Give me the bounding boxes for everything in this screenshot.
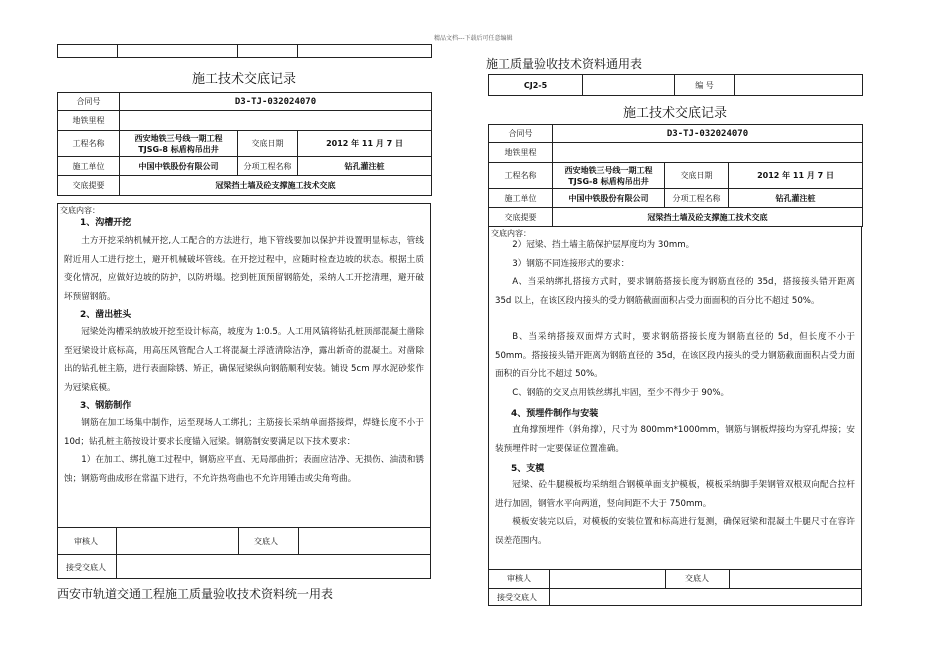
right-form-title: 施工技术交底记录 (622, 106, 727, 121)
r-para-c: C、钢筋的交叉点用铁丝绑扎牢固，至少不得少于 90%。 (512, 388, 730, 398)
r-constructor-label: 施工单位 (489, 189, 553, 208)
signature-col-1 (116, 527, 117, 579)
date-label: 交底日期 (238, 131, 298, 157)
contract-no-value: D3-TJ-032024070 (120, 93, 432, 111)
r-para-cover: 2）冠梁、挡土墙主筋保护层厚度均为 30mm。 (512, 240, 695, 250)
r-content-label: 交底内容： (491, 229, 531, 238)
constructor-label: 施工单位 (58, 157, 120, 176)
signature-col-3 (298, 527, 299, 554)
r-contract-no-value: D3-TJ-032024070 (553, 125, 863, 143)
r-summary-label: 交底提要 (489, 208, 553, 227)
receiver-label: 接受交底人 (66, 563, 106, 572)
left-content-box (57, 203, 431, 579)
r-para-a: A、当采纳绑扎搭接方式时，要求钢筋搭接长度为钢筋直径的 35d，搭接接头错开距离 35d 以上，在该区段内接头的受力钢筋截面面积占受力面面积的百分比不超过 50%。 (495, 277, 855, 306)
r-reviewer-label: 审核人 (507, 574, 531, 583)
content-label: 交底内容： (60, 206, 100, 215)
project-name-label: 工程名称 (58, 131, 120, 157)
r-signature-col-3 (729, 569, 730, 588)
r-section-text-formwork-check: 模板安装完以后，对模板的安装位置和标高进行复测，确保冠梁和混凝土牛腿尺寸在容许误差范围内。 (495, 517, 855, 546)
receiver-divider (58, 554, 430, 555)
r-para-connection: 3）钢筋不同连接形式的要求： (512, 259, 630, 269)
r-section-text-formwork: 冠梁、砼牛腿模板均采纳组合钢模单面支护模板，模板采纳脚手架钢管双根双向配合拉杆进行加固，钢管水平向两道，竖向间距不大于 750mm。 (495, 480, 855, 509)
section-heading-rebar: 3、钢筋制作 (80, 401, 132, 411)
r-sub-project-label: 分项工程名称 (665, 189, 729, 208)
section-heading-pile-head: 2、凿出桩头 (80, 310, 132, 320)
r-date-value: 2012 年 11 月 7 日 (729, 163, 863, 189)
left-form-title: 施工技术交底记录 (191, 72, 296, 87)
left-info-table (57, 92, 432, 196)
section-text-rebar-req-1: 1）在加工、绑扎施工过程中，钢筋应平直、无局部曲折；表面应洁净、无损伤、油渍和锈蚀；钢筋弯曲成形在常温下进行，不允许热弯曲也不允许用锤击或尖角弯曲。 (64, 455, 424, 484)
presenter-label: 交底人 (254, 537, 278, 546)
r-signature-col-2 (665, 569, 666, 588)
r-signature-col-1 (549, 569, 550, 605)
r-project-name-line-2: TJSG-8 标盾构吊出井 (568, 176, 649, 186)
mileage-label: 地铁里程 (58, 111, 120, 131)
section-text-pile-head: 冠梁处沟槽采纳放坡开挖至设计标高，坡度为 1:0.5。人工用风镐将钻孔桩顶部混凝土凿除至冠梁设计底标高，用高压风管配合人工将混凝土浮渣清除洁净，露出新奇的混凝土。对凿除出的钻孔桩主筋，进行表面除锈、矫正，确保冠梁纵向钢筋顺利安装。铺设 5cm 厚水泥砂浆作为冠梁底模。 (64, 327, 424, 393)
r-constructor-value: 中国中铁股份有限公司 (553, 189, 665, 208)
r-para-b: B、当采纳搭接双面焊方式时，要求钢筋搭接长度为钢筋直径的 5d，但长度不小于 50mm。搭接接头错开距离为钢筋直径的 35d，在该区段内接头的受力钢筋截面面积占受力面面积的百分比不超过 50%。 (495, 332, 855, 379)
r-receiver-label: 接受交底人 (497, 593, 537, 602)
number-label: 编 号 (675, 75, 735, 96)
sub-project-value: 钻孔灌注桩 (298, 157, 432, 176)
left-footer-caption: 西安市轨道交通工程施工质量验收技术资料统一用表 (57, 587, 334, 601)
r-contract-no-label: 合同号 (489, 125, 553, 143)
r-section-text-embedded: 直角撑预埋件（斜角撑），尺寸为 800mm*1000mm，钢筋与钢板焊接均为穿孔焊接；安装预埋件时一定要保证位置准确。 (495, 425, 855, 454)
r-project-name-label: 工程名称 (489, 163, 553, 189)
constructor-value: 中国中铁股份有限公司 (120, 157, 238, 176)
section-heading-trench: 1、沟槽开挖 (80, 218, 132, 228)
right-info-table (488, 124, 863, 227)
number-value (735, 75, 863, 96)
r-presenter-label: 交底人 (685, 574, 709, 583)
left-top-fragment-table (57, 44, 432, 58)
r-signature-divider (489, 569, 861, 570)
r-project-name-line-1: 西安地铁三号线一期工程 (564, 165, 653, 175)
form-code-blank (583, 75, 675, 96)
summary-value: 冠梁挡土墙及砼支撑施工技术交底 (120, 176, 432, 196)
signature-divider (58, 527, 430, 528)
right-top-title: 施工质量验收技术资料通用表 (486, 57, 643, 71)
reviewer-label: 审核人 (74, 537, 98, 546)
r-sub-project-value: 钻孔灌注桩 (729, 189, 863, 208)
r-summary-value: 冠梁挡土墙及砼支撑施工技术交底 (553, 208, 863, 227)
r-section-heading-formwork: 5、支模 (511, 464, 545, 474)
section-text-trench: 土方开挖采纳机械开挖,人工配合的方法进行，地下管线要加以保护并设置明显标志，管线附近用人工进行挖土，避开机械破坏管线。在开挖过程中，应随时检查边坡的状态。根据土质变化情况，应做好边坡的防护，以防坍塌。挖到桩顶预留钢筋处，采纳人工开挖清理，避开破坏预留钢筋。 (64, 236, 424, 302)
r-mileage-value (553, 143, 863, 163)
section-text-rebar: 钢筋在加工场集中制作，运至现场人工绑扎；主筋接长采纳单面搭接焊，焊缝长度不小于 10d；钻孔桩主筋按设计要求长度锚入冠梁。钢筋制安要满足以下技术要求： (64, 418, 424, 447)
form-code: CJ2-5 (489, 75, 583, 96)
right-content-box (488, 226, 862, 606)
right-code-table (488, 74, 863, 96)
header-note: 精品文档---下载后可任意编辑 (434, 35, 513, 42)
r-mileage-label: 地铁里程 (489, 143, 553, 163)
sub-project-label: 分项工程名称 (238, 157, 298, 176)
mileage-value (120, 111, 432, 131)
summary-label: 交底提要 (58, 176, 120, 196)
r-project-name-value (553, 163, 665, 189)
project-name-line-2: TJSG-8 标盾构吊出井 (138, 144, 219, 154)
r-date-label: 交底日期 (665, 163, 729, 189)
project-name-line-1: 西安地铁三号线一期工程 (134, 133, 223, 143)
r-section-heading-embedded: 4、预埋件制作与安装 (511, 409, 599, 419)
project-name-value (120, 131, 238, 157)
r-receiver-divider (489, 588, 861, 589)
signature-col-2 (238, 527, 239, 554)
contract-no-label: 合同号 (58, 93, 120, 111)
date-value: 2012 年 11 月 7 日 (298, 131, 432, 157)
